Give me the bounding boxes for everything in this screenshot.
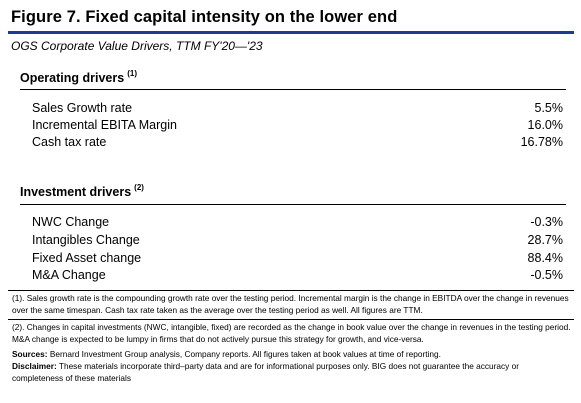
table-row bbox=[32, 118, 563, 135]
operating-drivers-note: (1) bbox=[127, 69, 137, 78]
figure-title: Figure 7. Fixed capital intensity on the lower end bbox=[11, 8, 398, 26]
investment-drivers-heading bbox=[20, 184, 144, 199]
title-rule bbox=[8, 31, 574, 34]
sources-note bbox=[12, 348, 572, 360]
sources-text: Bernard Investment Group analysis, Company reports. All figures taken at book values at time of reporting. bbox=[47, 349, 441, 359]
table-row bbox=[32, 135, 563, 152]
footnote-rule bbox=[8, 319, 574, 320]
row-value: -0.3% bbox=[530, 215, 563, 229]
table-row bbox=[32, 268, 563, 285]
disclaimer-text: These materials incorporate third–party data and are for informational purposes only. BIG does not guarantee the accuracy or completeness of these materials bbox=[12, 361, 520, 384]
investment-drivers-rule bbox=[20, 204, 566, 205]
row-label: Cash tax rate bbox=[32, 135, 107, 149]
row-value: -0.5% bbox=[530, 268, 563, 282]
row-value: 28.7% bbox=[527, 233, 563, 247]
row-value: 16.78% bbox=[520, 135, 563, 149]
row-label: Sales Growth rate bbox=[32, 101, 133, 115]
row-label: NWC Change bbox=[32, 215, 110, 229]
footnote-rule bbox=[8, 290, 574, 291]
figure-subtitle: OGS Corporate Value Drivers, TTM FY'20—'23 bbox=[11, 39, 263, 53]
investment-drivers-note: (2) bbox=[134, 183, 144, 192]
row-label: M&A Change bbox=[32, 268, 106, 282]
operating-drivers-title: Operating drivers bbox=[20, 71, 125, 86]
table-row bbox=[32, 215, 563, 232]
row-label: Incremental EBITA Margin bbox=[32, 118, 177, 132]
row-label: Fixed Asset change bbox=[32, 251, 142, 265]
sources-label: Sources: bbox=[12, 349, 48, 359]
table-row bbox=[32, 101, 563, 118]
row-value: 16.0% bbox=[527, 118, 563, 132]
disclaimer-label: Disclaimer: bbox=[12, 361, 57, 371]
investment-drivers-title: Investment drivers bbox=[20, 185, 132, 200]
disclaimer-note bbox=[12, 360, 572, 384]
row-value: 88.4% bbox=[527, 251, 563, 265]
footnote-1: (1). Sales growth rate is the compounding growth rate over the testing period. Incremental margin is the change in EBITDA over the change in revenues over the same timespan. Cash tax rate taken as the average over the testing period as well. All figures are TTM. bbox=[12, 293, 569, 316]
table-row bbox=[32, 233, 563, 250]
footnote-2: (2). Changes in capital investments (NWC, intangible, fixed) are recorded as the change in book value over the change in revenues in the testing period. M&A change is expected to be lumpy in firms that do not actively pursue this strategy for growth, and vice-versa. bbox=[12, 322, 571, 345]
operating-drivers-rule bbox=[20, 89, 566, 90]
row-label: Intangibles Change bbox=[32, 233, 140, 247]
row-value: 5.5% bbox=[534, 101, 563, 115]
operating-drivers-heading bbox=[20, 70, 137, 85]
table-row bbox=[32, 251, 563, 268]
